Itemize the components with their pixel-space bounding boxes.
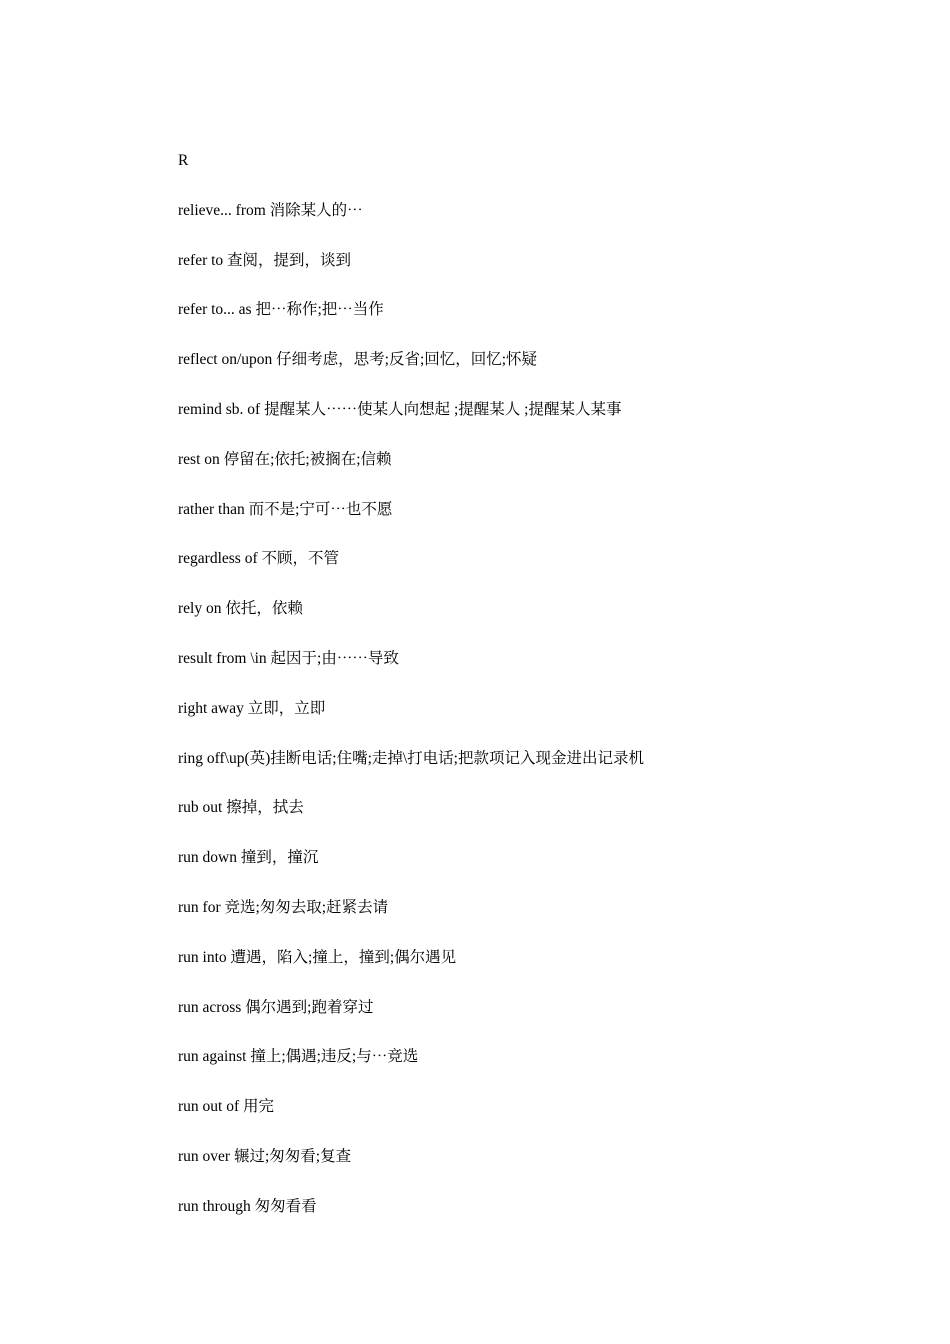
phrase-entry: rather than 而不是;宁可⋯也不愿 [178,500,393,518]
phrase-entry: ring off\up(英)挂断电话;住嘴;走掉\打电话;把款项记入现金进出记录机 [178,749,644,767]
phrase-entry: run across 偶尔遇到;跑着穿过 [178,998,374,1016]
phrase-entry: run out of 用完 [178,1098,275,1116]
phrase-entry: refer to 查阅，提到，谈到 [178,251,352,269]
phrase-entry: run against 撞上;偶遇;违反;与⋯竞选 [178,1048,419,1066]
phrase-entry: run over 辗过;匆匆看;复查 [178,1147,352,1165]
phrase-entry: relieve... from 消除某人的⋯ [178,201,363,219]
phrase-entry: reflect on/upon 仔细考虑，思考;反省;回忆，回忆;怀疑 [178,351,538,369]
phrase-entry: result from \in 起因于;由⋯⋯导致 [178,649,399,667]
phrase-entry: rest on 停留在;依托;被搁在;信赖 [178,450,392,468]
phrase-entry: run into 遭遇，陷入;撞上，撞到;偶尔遇见 [178,948,457,966]
phrase-entry: run for 竞选;匆匆去取;赶紧去请 [178,898,389,916]
phrase-entry: rely on 依托，依赖 [178,600,303,618]
phrase-list [178,150,878,1246]
phrase-entry: refer to... as 把⋯称作;把⋯当作 [178,301,384,319]
phrase-entry: run down 撞到，撞沉 [178,849,319,867]
phrase-entry: remind sb. of 提醒某人⋯⋯使某人向想起 ;提醒某人 ;提醒某人某事 [178,400,622,418]
phrase-entry: regardless of 不顾，不管 [178,550,339,568]
phrase-entry: right away 立即，立即 [178,699,326,717]
phrase-entry: run through 匆匆看看 [178,1197,317,1215]
section-heading: R [178,152,189,169]
phrase-entry: rub out 擦掉，拭去 [178,799,304,817]
